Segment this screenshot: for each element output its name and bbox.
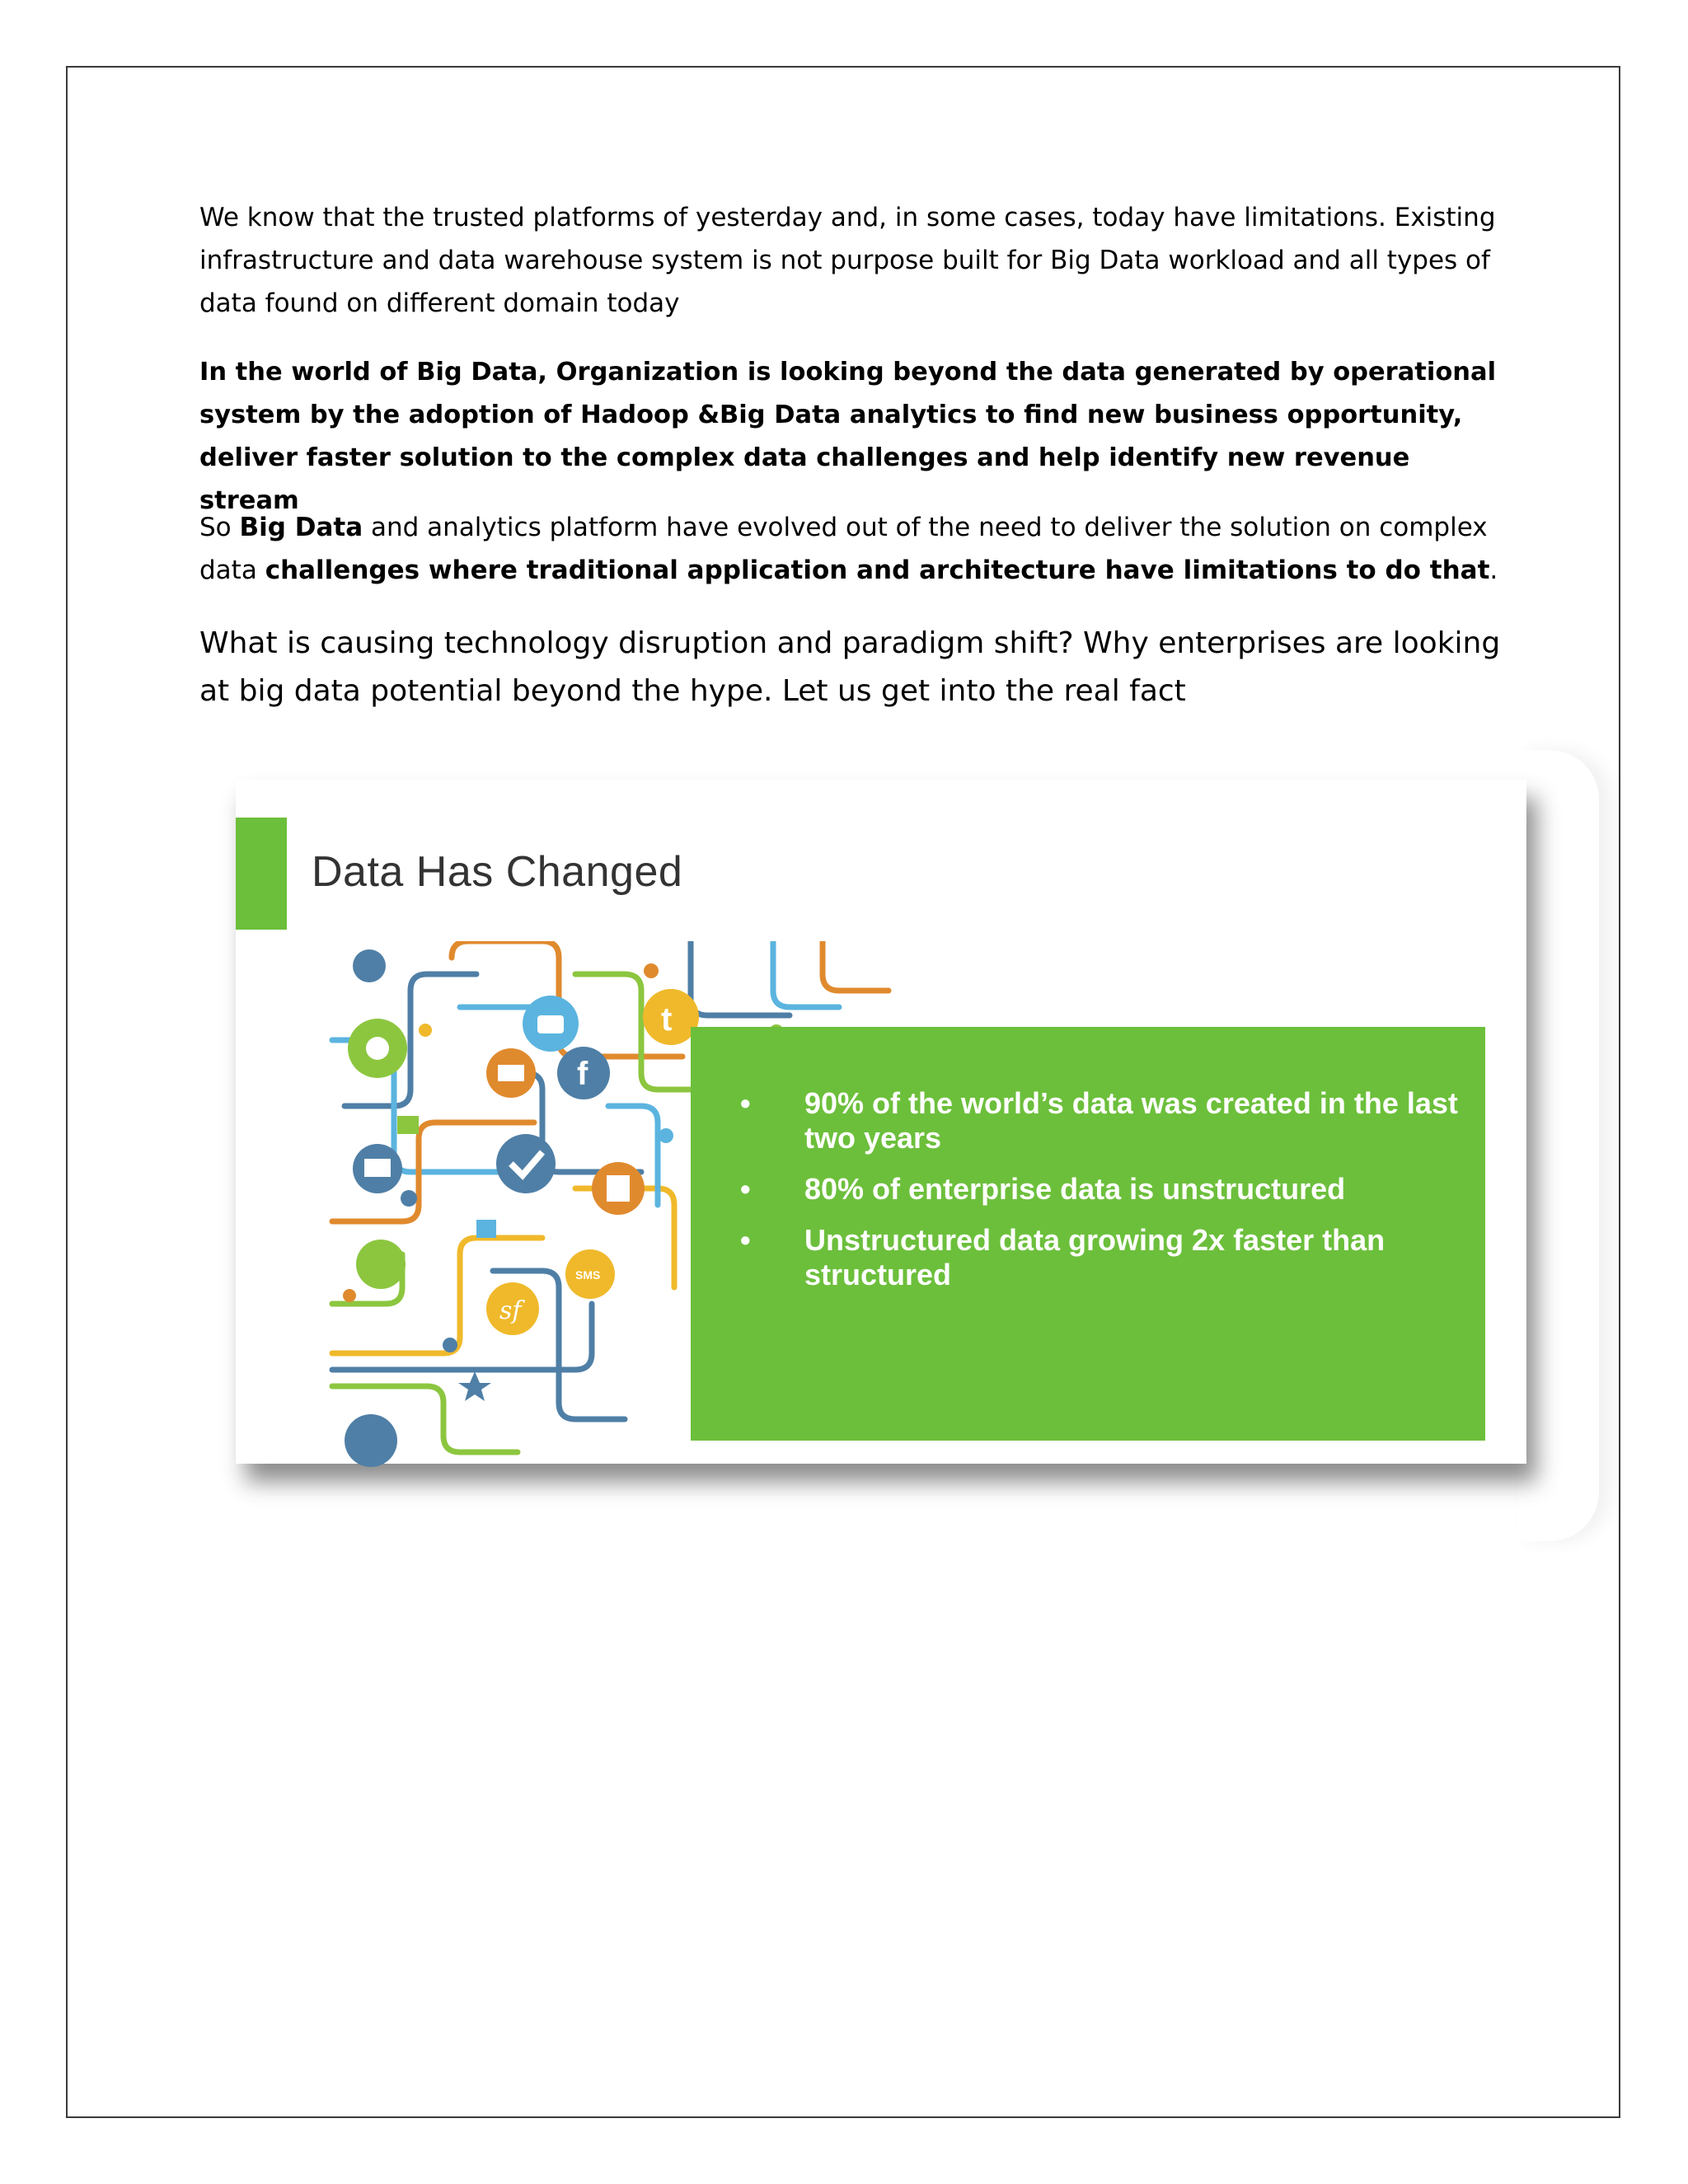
svg-text:f: f	[577, 1056, 588, 1092]
paragraph-bold-statement: In the world of Big Data, Organization is looking beyond the data generated by operational system by the adoption of Hadoop &Big Data analytics to find new business opportunity, deliver faster solution to the complex data challenges and help identify new revenue stream	[199, 358, 1497, 515]
text-run: So	[199, 513, 240, 542]
bullet-item	[740, 1172, 1465, 1207]
paragraph-question: What is causing technology disruption and paradigm shift? Why enterprises are looking at big data potential beyond the hype. Let us get into the real fact	[199, 626, 1501, 708]
phone-icon	[345, 1414, 397, 1467]
text-run-bold: Big Data	[239, 513, 363, 542]
svg-text:t: t	[661, 1001, 673, 1038]
slide-bullet-list	[740, 1086, 1465, 1309]
paragraph-intro: We know that the trusted platforms of yesterday and, in some cases, today have limitations. Existing infrastructure and data warehouse system is not purpose built for Big Data workload and all types of data found on different domain today	[199, 203, 1496, 318]
paragraph-big-data	[199, 506, 1502, 592]
bullet-dot: •	[740, 1086, 751, 1120]
slide-glow	[1517, 750, 1599, 1541]
text-run: .	[1489, 555, 1498, 585]
bullet-text: 90% of the world’s data was created in the last two years	[804, 1086, 1458, 1155]
bullet-item	[740, 1223, 1465, 1292]
text-run-bold: challenges where traditional application and architecture have limitations to do that	[265, 555, 1490, 585]
svg-text:SMS: SMS	[575, 1268, 601, 1282]
slide-accent-bar	[236, 818, 287, 930]
text-run: and analytics platform have evolved out of the need to deliver the solution on complex data	[199, 513, 1488, 585]
svg-text:sf: sf	[499, 1296, 522, 1325]
bullet-dot: •	[740, 1223, 751, 1257]
skype-icon	[356, 1240, 406, 1289]
home-icon	[397, 1116, 419, 1134]
bullet-item	[740, 1086, 1465, 1155]
rss-icon	[353, 949, 386, 982]
checkmark-icon	[496, 1134, 556, 1193]
bullet-dot: •	[740, 1172, 751, 1206]
slide-bullet-panel	[691, 1027, 1485, 1441]
bullet-text: 80% of enterprise data is unstructured	[804, 1172, 1346, 1206]
star-icon	[458, 1371, 491, 1401]
globe-icon	[401, 1190, 417, 1207]
bullet-text: Unstructured data growing 2x faster than structured	[804, 1223, 1386, 1291]
slide-title: Data Has Changed	[312, 848, 683, 896]
user-group-icon	[476, 1220, 496, 1238]
